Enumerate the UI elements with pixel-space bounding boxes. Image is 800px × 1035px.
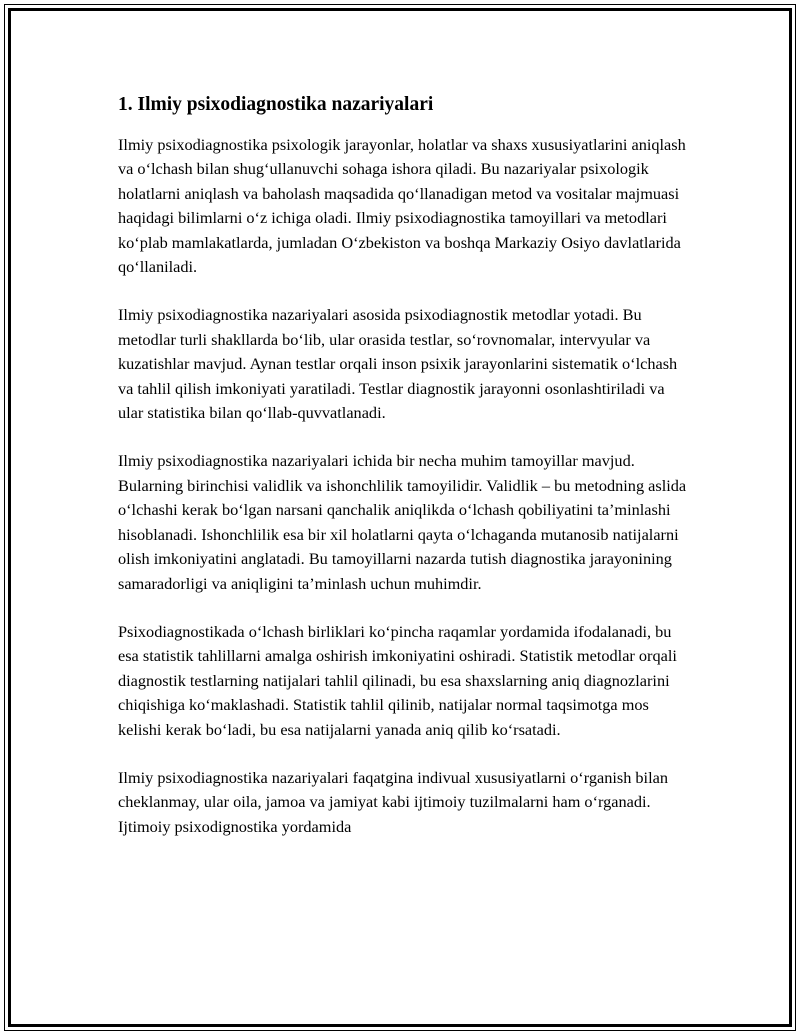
paragraph-3: Ilmiy psixodiagnostika nazariyalari ichida bir necha muhim tamoyillar mavjud. Bularning birinchisi validlik va ishonchlilik tamoyilidir. Validlik – bu metodning aslida o‘lchashi kerak bo‘lgan narsani qanchalik aniqlikda o‘lchash qobiliyatini ta’minlashi hisoblanadi. Ishonchlilik esa bir xil holatlarni qayta o‘lchaganda mutanosib natijalarni olish imkoniyatini anglatadi. Bu tamoyillarni nazarda tutish diagnostika jarayonining samaradorligi va aniqligini ta’minlash uchun muhimdir. xyxy=(118,451,687,593)
paragraph-1: Ilmiy psixodiagnostika psixologik jarayonlar, holatlar va shaxs xususiyatlarini aniqlash va o‘lchash bilan shug‘ullanuvchi sohaga ishora qiladi. Bu nazariyalar psixologik holatlarni aniqlash va baholash maqsadida qo‘llanadigan metod va vositalar majmuasi haqidagi bilimlarni o‘z ichiga oladi. Ilmiy psixodiagnostika tamoyillari va metodlari ko‘plab mamlakatlarda, jumladan O‘zbekiston va boshqa Markaziy Osiyo davlatlarida qo‘llaniladi. xyxy=(118,135,686,277)
document-body xyxy=(118,91,690,863)
paragraph-4: Psixodiagnostikada o‘lchash birliklari ko‘pincha raqamlar yordamida ifodalanadi, bu esa statistik tahlillarni amalga oshirish imkoniyatini oshiradi. Statistik metodlar orqali diagnostik testlarning natijalari tahlil qilinadi, bu esa shaxslarning aniq diagnozlarini chiqishiga ko‘maklashadi. Statistik tahlil qilinib, natijalar normal taqsimotga mos kelishi kerak bo‘ladi, bu esa natijalarni yanada aniq qilib ko‘rsatadi. xyxy=(118,621,677,739)
paragraph-5: Ilmiy psixodiagnostika nazariyalari faqatgina indivual xususiyatlarni o‘rganish bilan cheklanmay, ular oila, jamoa va jamiyat kabi ijtimoiy tuzilmalarni ham o‘rganadi. Ijtimoiy psixodignostika yordamida xyxy=(118,767,668,836)
paragraph-2: Ilmiy psixodiagnostika nazariyalari asosida psixodiagnostik metodlar yotadi. Bu metodlar turli shakllarda bo‘lib, ular orasida testlar, so‘rovnomalar, intervyular va kuzatishlar mavjud. Aynan testlar orqali inson psixik jarayonlarini sistematik o‘lchash va tahlil qilish imkoniyati yaratiladi. Testlar diagnostik jarayonni osonlashtiriladi va ular statistika bilan qo‘llab-quvvatlanadi. xyxy=(118,305,678,423)
section-heading: 1. Ilmiy psixodiagnostika nazariyalari xyxy=(118,94,434,115)
